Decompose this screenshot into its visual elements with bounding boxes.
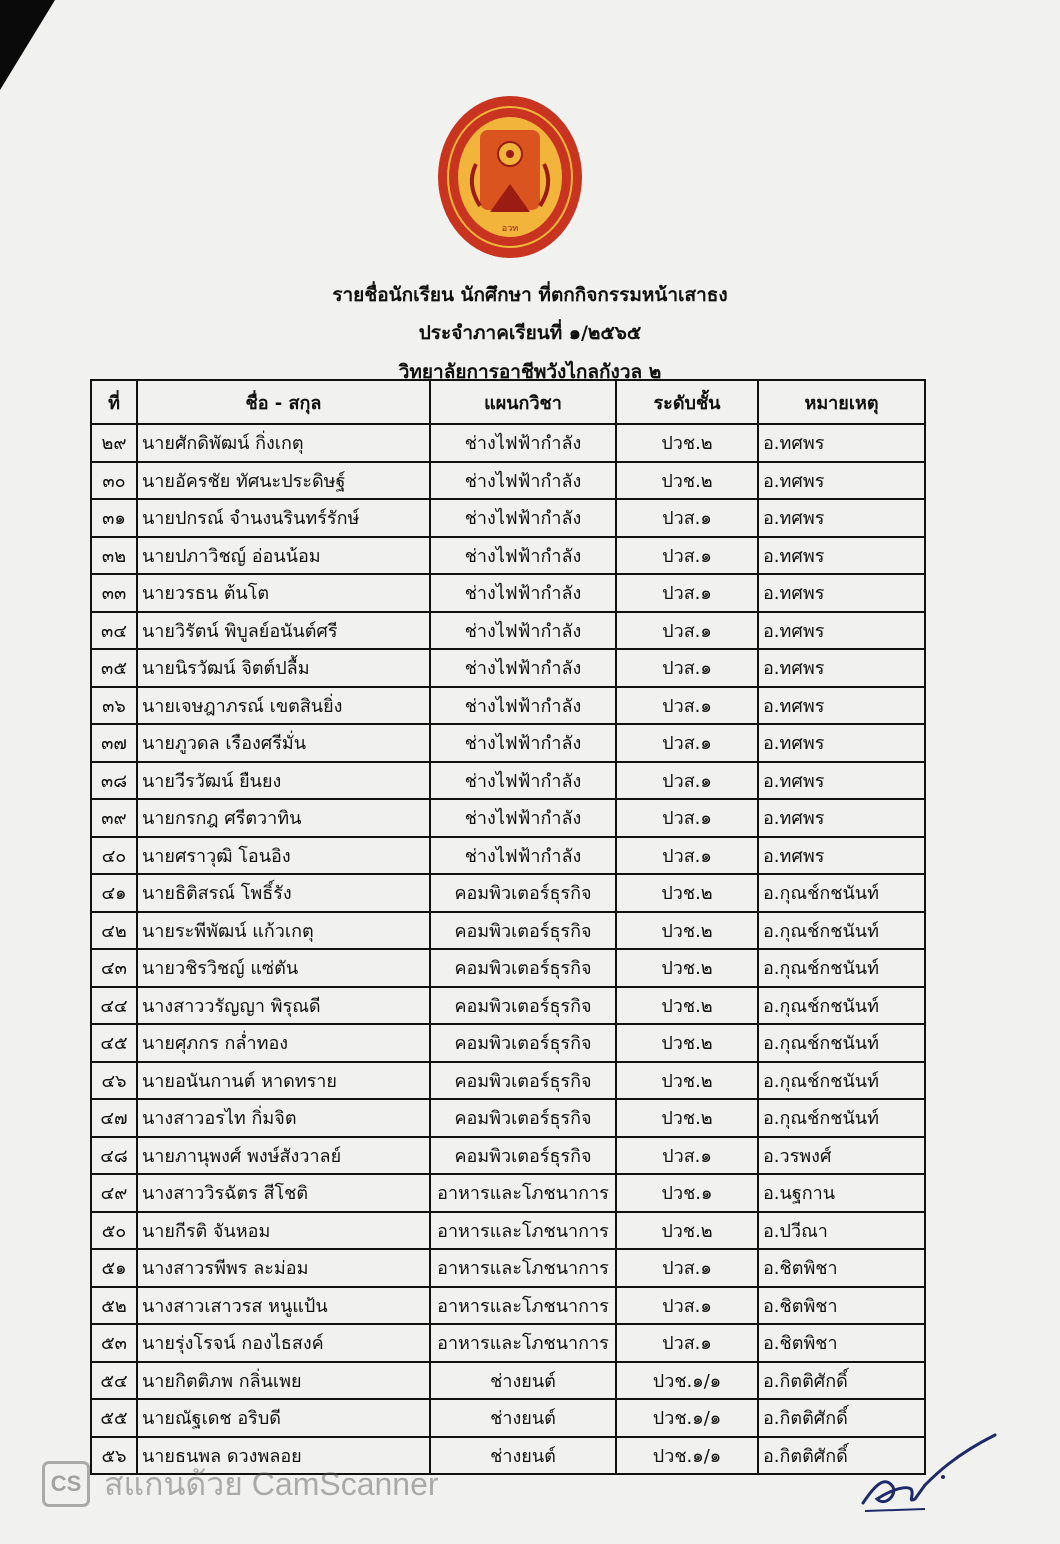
row-number: ๓๖ bbox=[91, 687, 137, 725]
advisor-note: อ.ชิตพิชา bbox=[758, 1249, 925, 1287]
class-level: ปวส.๑ bbox=[616, 574, 758, 612]
advisor-note: อ.ชิตพิชา bbox=[758, 1324, 925, 1362]
student-name: นายระพีพัฒน์ แก้วเกตุ bbox=[137, 912, 430, 950]
advisor-note: อ.ทศพร bbox=[758, 424, 925, 462]
table-row bbox=[91, 1062, 925, 1100]
student-name: นายวชิรวิชญ์ แซ่ตัน bbox=[137, 949, 430, 987]
table-body bbox=[91, 424, 925, 1474]
student-name: นายณัฐเดช อริบดี bbox=[137, 1399, 430, 1437]
student-name: นายกิตติภพ กลิ่นเพย bbox=[137, 1362, 430, 1400]
class-level: ปวส.๑ bbox=[616, 799, 758, 837]
department: ช่างยนต์ bbox=[430, 1399, 616, 1437]
table-row bbox=[91, 1174, 925, 1212]
class-level: ปวช.๑ bbox=[616, 1174, 758, 1212]
class-level: ปวช.๒ bbox=[616, 874, 758, 912]
advisor-note: อ.กุณช์กชนันท์ bbox=[758, 912, 925, 950]
department: ช่างไฟฟ้ากำลัง bbox=[430, 687, 616, 725]
student-name: นายวีรวัฒน์ ยืนยง bbox=[137, 762, 430, 800]
row-number: ๔๐ bbox=[91, 837, 137, 875]
row-number: ๕๓ bbox=[91, 1324, 137, 1362]
table-row bbox=[91, 1137, 925, 1175]
row-number: ๓๘ bbox=[91, 762, 137, 800]
advisor-note: อ.กิตติศักดิ์ bbox=[758, 1437, 925, 1475]
advisor-note: อ.ทศพร bbox=[758, 724, 925, 762]
row-number: ๔๖ bbox=[91, 1062, 137, 1100]
class-level: ปวส.๑ bbox=[616, 1249, 758, 1287]
student-name: นางสาววรัญญา พิรุณดี bbox=[137, 987, 430, 1025]
advisor-note: อ.ชิตพิชา bbox=[758, 1287, 925, 1325]
advisor-note: อ.ปวีณา bbox=[758, 1212, 925, 1250]
department: คอมพิวเตอร์ธุรกิจ bbox=[430, 949, 616, 987]
row-number: ๔๙ bbox=[91, 1174, 137, 1212]
class-level: ปวช.๒ bbox=[616, 424, 758, 462]
class-level: ปวส.๑ bbox=[616, 1137, 758, 1175]
table-row bbox=[91, 687, 925, 725]
class-level: ปวส.๑ bbox=[616, 1324, 758, 1362]
advisor-note: อ.กุณช์กชนันท์ bbox=[758, 1062, 925, 1100]
table-row bbox=[91, 837, 925, 875]
advisor-note: อ.ทศพร bbox=[758, 462, 925, 500]
row-number: ๓๐ bbox=[91, 462, 137, 500]
department: คอมพิวเตอร์ธุรกิจ bbox=[430, 1062, 616, 1100]
seal-center-text: อวท bbox=[501, 224, 519, 234]
header-note: หมายเหตุ bbox=[758, 380, 925, 424]
student-name: นางสาวเสาวรส หนูแป้น bbox=[137, 1287, 430, 1325]
department: ช่างไฟฟ้ากำลัง bbox=[430, 837, 616, 875]
student-name: นายศักดิพัฒน์ กิ่งเกตุ bbox=[137, 424, 430, 462]
department: ช่างไฟฟ้ากำลัง bbox=[430, 724, 616, 762]
class-level: ปวช.๒ bbox=[616, 1212, 758, 1250]
class-level: ปวส.๑ bbox=[616, 724, 758, 762]
advisor-note: อ.ทศพร bbox=[758, 649, 925, 687]
advisor-note: อ.กุณช์กชนันท์ bbox=[758, 987, 925, 1025]
student-name: นายธนพล ดวงพลอย bbox=[137, 1437, 430, 1475]
department: ช่างไฟฟ้ากำลัง bbox=[430, 574, 616, 612]
class-level: ปวช.๑/๑ bbox=[616, 1362, 758, 1400]
table-row bbox=[91, 1287, 925, 1325]
row-number: ๕๕ bbox=[91, 1399, 137, 1437]
row-number: ๓๗ bbox=[91, 724, 137, 762]
class-level: ปวช.๒ bbox=[616, 987, 758, 1025]
advisor-note: อ.กุณช์กชนันท์ bbox=[758, 949, 925, 987]
advisor-note: อ.กิตติศักดิ์ bbox=[758, 1362, 925, 1400]
row-number: ๔๗ bbox=[91, 1099, 137, 1137]
row-number: ๕๑ bbox=[91, 1249, 137, 1287]
row-number: ๕๐ bbox=[91, 1212, 137, 1250]
row-number: ๓๕ bbox=[91, 649, 137, 687]
student-name: นายรุ่งโรจน์ กองไธสงค์ bbox=[137, 1324, 430, 1362]
student-name: นายปกรณ์ จำนงนรินทร์รักษ์ bbox=[137, 499, 430, 537]
department: อาหารและโภชนาการ bbox=[430, 1287, 616, 1325]
student-name: นางสาวรพีพร ละม่อม bbox=[137, 1249, 430, 1287]
table-row bbox=[91, 424, 925, 462]
class-level: ปวช.๒ bbox=[616, 462, 758, 500]
row-number: ๓๙ bbox=[91, 799, 137, 837]
student-name: นายวรธน ต้นโต bbox=[137, 574, 430, 612]
semester-subtitle: ประจำภาคเรียนที่ ๑/๒๕๖๕ bbox=[418, 322, 642, 344]
handwritten-signature bbox=[845, 1415, 1015, 1525]
department: ช่างไฟฟ้ากำลัง bbox=[430, 537, 616, 575]
row-number: ๓๑ bbox=[91, 499, 137, 537]
advisor-note: อ.กุณช์กชนันท์ bbox=[758, 1099, 925, 1137]
advisor-note: อ.ทศพร bbox=[758, 837, 925, 875]
advisor-note: อ.นฐกาน bbox=[758, 1174, 925, 1212]
table-row bbox=[91, 762, 925, 800]
table-row bbox=[91, 612, 925, 650]
row-number: ๔๕ bbox=[91, 1024, 137, 1062]
row-number: ๕๔ bbox=[91, 1362, 137, 1400]
page-title: รายชื่อนักเรียน นักศึกษา ที่ตกกิจกรรมหน้าเสาธง bbox=[332, 284, 728, 306]
department: ช่างไฟฟ้ากำลัง bbox=[430, 462, 616, 500]
camscanner-logo: CS bbox=[42, 1461, 90, 1507]
student-name: นายวิรัตน์ พิบูลย์อนันต์ศรี bbox=[137, 612, 430, 650]
table-row bbox=[91, 537, 925, 575]
department: คอมพิวเตอร์ธุรกิจ bbox=[430, 1099, 616, 1137]
advisor-note: อ.กุณช์กชนันท์ bbox=[758, 874, 925, 912]
row-number: ๒๙ bbox=[91, 424, 137, 462]
student-name: นายเจษฎาภรณ์ เขตสินยิ่ง bbox=[137, 687, 430, 725]
department: ช่างไฟฟ้ากำลัง bbox=[430, 649, 616, 687]
student-name: นายภูวดล เรืองศรีมั่น bbox=[137, 724, 430, 762]
department: อาหารและโภชนาการ bbox=[430, 1324, 616, 1362]
advisor-note: อ.ทศพร bbox=[758, 687, 925, 725]
row-number: ๓๒ bbox=[91, 537, 137, 575]
scan-corner-shadow bbox=[0, 0, 55, 90]
student-name: นายปภาวิชญ์ อ่อนน้อม bbox=[137, 537, 430, 575]
department: ช่างยนต์ bbox=[430, 1362, 616, 1400]
advisor-note: อ.วรพงศ์ bbox=[758, 1137, 925, 1175]
row-number: ๔๒ bbox=[91, 912, 137, 950]
class-level: ปวส.๑ bbox=[616, 837, 758, 875]
college-subtitle: วิทยาลัยการอาชีพวังไกลกังวล ๒ bbox=[398, 361, 662, 383]
advisor-note: อ.กิตติศักดิ์ bbox=[758, 1399, 925, 1437]
class-level: ปวส.๑ bbox=[616, 537, 758, 575]
class-level: ปวส.๑ bbox=[616, 1287, 758, 1325]
advisor-note: อ.ทศพร bbox=[758, 612, 925, 650]
student-name: นายอัครชัย ทัศนะประดิษฐ์ bbox=[137, 462, 430, 500]
table-row bbox=[91, 1362, 925, 1400]
table-row bbox=[91, 1399, 925, 1437]
row-number: ๔๔ bbox=[91, 987, 137, 1025]
class-level: ปวช.๒ bbox=[616, 1062, 758, 1100]
class-level: ปวส.๑ bbox=[616, 687, 758, 725]
advisor-note: อ.ทศพร bbox=[758, 799, 925, 837]
table-row bbox=[91, 649, 925, 687]
header-level: ระดับชั้น bbox=[616, 380, 758, 424]
department: อาหารและโภชนาการ bbox=[430, 1174, 616, 1212]
department: ช่างไฟฟ้ากำลัง bbox=[430, 762, 616, 800]
department: ช่างไฟฟ้ากำลัง bbox=[430, 424, 616, 462]
student-name: นายศุภกร กล่ำทอง bbox=[137, 1024, 430, 1062]
class-level: ปวส.๑ bbox=[616, 612, 758, 650]
student-name: นายศราวุฒิ โอนอิง bbox=[137, 837, 430, 875]
table-row bbox=[91, 724, 925, 762]
department: คอมพิวเตอร์ธุรกิจ bbox=[430, 987, 616, 1025]
class-level: ปวส.๑ bbox=[616, 649, 758, 687]
row-number: ๕๒ bbox=[91, 1287, 137, 1325]
student-name: นายอนันกานต์ หาดทราย bbox=[137, 1062, 430, 1100]
student-roster-table bbox=[90, 379, 926, 1475]
association-seal-logo bbox=[436, 94, 584, 260]
department: อาหารและโภชนาการ bbox=[430, 1249, 616, 1287]
row-number: ๓๓ bbox=[91, 574, 137, 612]
header-department: แผนกวิชา bbox=[430, 380, 616, 424]
department: ช่างยนต์ bbox=[430, 1437, 616, 1475]
header-number: ที่ bbox=[91, 380, 137, 424]
advisor-note: อ.ทศพร bbox=[758, 762, 925, 800]
class-level: ปวส.๑ bbox=[616, 762, 758, 800]
row-number: ๔๓ bbox=[91, 949, 137, 987]
table-row bbox=[91, 1324, 925, 1362]
camscanner-text: สแกนด้วย CamScanner bbox=[104, 1465, 439, 1502]
camscanner-watermark bbox=[42, 1460, 439, 1508]
advisor-note: อ.ทศพร bbox=[758, 537, 925, 575]
student-name: นางสาววิรฉัตร สีโชติ bbox=[137, 1174, 430, 1212]
student-name: นายกีรติ จันหอม bbox=[137, 1212, 430, 1250]
row-number: ๔๘ bbox=[91, 1137, 137, 1175]
department: อาหารและโภชนาการ bbox=[430, 1212, 616, 1250]
table-header-row bbox=[91, 380, 925, 424]
table-row bbox=[91, 1099, 925, 1137]
advisor-note: อ.ทศพร bbox=[758, 574, 925, 612]
student-name: นายภานุพงศ์ พงษ์สังวาลย์ bbox=[137, 1137, 430, 1175]
table-row bbox=[91, 799, 925, 837]
row-number: ๕๖ bbox=[91, 1437, 137, 1475]
department: คอมพิวเตอร์ธุรกิจ bbox=[430, 1024, 616, 1062]
student-name: นายธิติสรณ์ โพธิ์รัง bbox=[137, 874, 430, 912]
class-level: ปวส.๑ bbox=[616, 499, 758, 537]
table-row bbox=[91, 499, 925, 537]
advisor-note: อ.ทศพร bbox=[758, 499, 925, 537]
department: คอมพิวเตอร์ธุรกิจ bbox=[430, 1137, 616, 1175]
table-row bbox=[91, 949, 925, 987]
student-name: นายนิรวัฒน์ จิตต์ปลื้ม bbox=[137, 649, 430, 687]
class-level: ปวช.๑/๑ bbox=[616, 1437, 758, 1475]
table-row bbox=[91, 1024, 925, 1062]
table-row bbox=[91, 1249, 925, 1287]
header-name: ชื่อ - สกุล bbox=[137, 380, 430, 424]
class-level: ปวช.๑/๑ bbox=[616, 1399, 758, 1437]
student-name: นายกรกฎ ศรีตวาทิน bbox=[137, 799, 430, 837]
student-name: นางสาวอรไท กิ่มจิต bbox=[137, 1099, 430, 1137]
table-row bbox=[91, 912, 925, 950]
table-row bbox=[91, 574, 925, 612]
department: คอมพิวเตอร์ธุรกิจ bbox=[430, 874, 616, 912]
table-row bbox=[91, 987, 925, 1025]
department: คอมพิวเตอร์ธุรกิจ bbox=[430, 912, 616, 950]
department: ช่างไฟฟ้ากำลัง bbox=[430, 799, 616, 837]
advisor-note: อ.กุณช์กชนันท์ bbox=[758, 1024, 925, 1062]
department: ช่างไฟฟ้ากำลัง bbox=[430, 499, 616, 537]
department: ช่างไฟฟ้ากำลัง bbox=[430, 612, 616, 650]
row-number: ๓๔ bbox=[91, 612, 137, 650]
table-row bbox=[91, 462, 925, 500]
class-level: ปวช.๒ bbox=[616, 912, 758, 950]
row-number: ๔๑ bbox=[91, 874, 137, 912]
table-row bbox=[91, 1212, 925, 1250]
class-level: ปวช.๒ bbox=[616, 1024, 758, 1062]
class-level: ปวช.๒ bbox=[616, 1099, 758, 1137]
class-level: ปวช.๒ bbox=[616, 949, 758, 987]
table-row bbox=[91, 874, 925, 912]
